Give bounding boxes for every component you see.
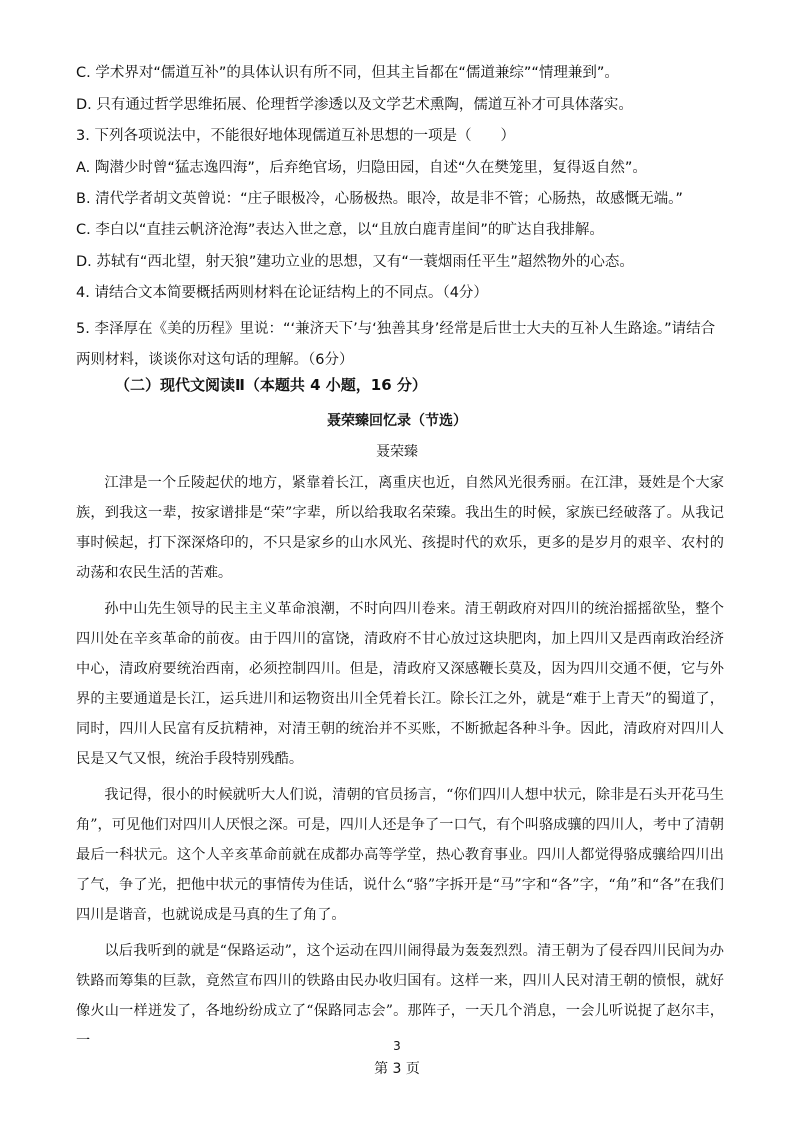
page-footer: 第 3 页 xyxy=(374,1061,420,1077)
passage-title: 聂荣臻回忆录（节选） xyxy=(327,413,467,429)
passage-body xyxy=(76,468,724,1062)
passage-paragraph: 我记得，很小的时候就听大人们说，清朝的官员扬言，“你们四川人想中状元，除非是石头开花马生角”，可见他们对四川人厌恨之深。可是，四川人还是争了一口气，有个叫骆成骧的四川人，考中了清朝最后一科状元。这个人辛亥革命前就在成都办高等学堂，热心教育事业。四川人都觉得骆成骧给四川出了气，争了光，把他中状元的事情传为佳话，说什么“骆”字拆开是“马”字和“各”字，“角”和“各”在我们四川是谐音，也就说成是马真的生了角了。 xyxy=(76,787,724,923)
question-3-stem: 3. 下列各项说法中，不能很好地体现儒道互补思想的一项是（ ） xyxy=(76,128,515,144)
question-3-option-c: C. 李白以“直挂云帆济沧海”表达入世之意，以“且放白鹿青崖间”的旷达自我排解。 xyxy=(76,222,604,238)
question-5: 5. 李泽厚在《美的历程》里说：“‘兼济天下’与‘独善其身’经常是后世士大夫的互补人生路途。”请结合两则材料，谈谈你对这句话的理解。（6分） xyxy=(76,321,716,368)
page-number: 3 xyxy=(393,1039,401,1053)
question-4: 4. 请结合文本简要概括两则材料在论证结构上的不同点。（4分） xyxy=(76,285,488,301)
question-2-option-d: D. 只有通过哲学思维拓展、伦理哲学渗透以及文学艺术熏陶，儒道互补才可具体落实。 xyxy=(76,97,633,113)
passage-paragraph: 孙中山先生领导的民主主义革命浪潮，不时向四川卷来。清王朝政府对四川的统治摇摇欲坠，整个四川处在辛亥革命的前夜。由于四川的富饶，清政府不甘心放过这块肥肉，加上四川又是西南政治经济中心，清政府要统治西南，必须控制四川。但是，清政府又深感鞭长莫及，因为四川交通不便，它与外界的主要通道是长江，运兵进川和运物资出川全凭着长江。除长江之外，就是“难于上青天”的蜀道了，同时，四川人民富有反抗精神，对清王朝的统治并不买账，不断掀起各种斗争。因此，清政府对四川人民是又气又恨，统治手段特别残酷。 xyxy=(76,601,724,767)
question-3-option-b: B. 清代学者胡文英曾说：“庄子眼极冷，心肠极热。眼冷，故是非不管；心肠热，故感慨无端。” xyxy=(76,191,683,207)
section-heading: （二）现代文阅读Ⅱ（本题共 4 小题，16 分） xyxy=(115,376,427,394)
passage-paragraph: 江津是一个丘陵起伏的地方，紧靠着长江，离重庆也近，自然风光很秀丽。在江津，聂姓是个大家族，到我这一辈，按家谱排是“荣”字辈，所以给我取名荣臻。我出生的时候，家族已经破落了。从我记事时候起，打下深深烙印的，不只是家乡的山水风光、孩提时代的欢乐，更多的是岁月的艰辛、农村的动荡和农民生活的苦难。 xyxy=(76,475,724,581)
passage-author: 聂荣臻 xyxy=(376,444,418,460)
question-3-option-a: A. 陶潜少时曾“猛志逸四海”，后弃绝官场，归隐田园，自述“久在樊笼里，复得返自然”。 xyxy=(76,160,647,176)
question-2-option-c: C. 学术界对“儒道互补”的具体认识有所不同，但其主旨都在“儒道兼综”“情理兼到”。 xyxy=(76,65,619,81)
passage-paragraph: 以后我听到的就是“保路运动”，这个运动在四川闹得最为轰轰烈烈。清王朝为了侵吞四川民间为办铁路而筹集的巨款，竟然宣布四川的铁路由民办收归国有。这样一来，四川人民对清王朝的愤恨，就好像火山一样迸发了，各地纷纷成立了“保路同志会”。那阵子，一天几个消息，一会儿听说捉了赵尔丰，一 xyxy=(76,943,724,1049)
question-3-option-d: D. 苏轼有“西北望，射天狼”建功立业的思想，又有“一蓑烟雨任平生”超然物外的心态。 xyxy=(76,254,634,270)
